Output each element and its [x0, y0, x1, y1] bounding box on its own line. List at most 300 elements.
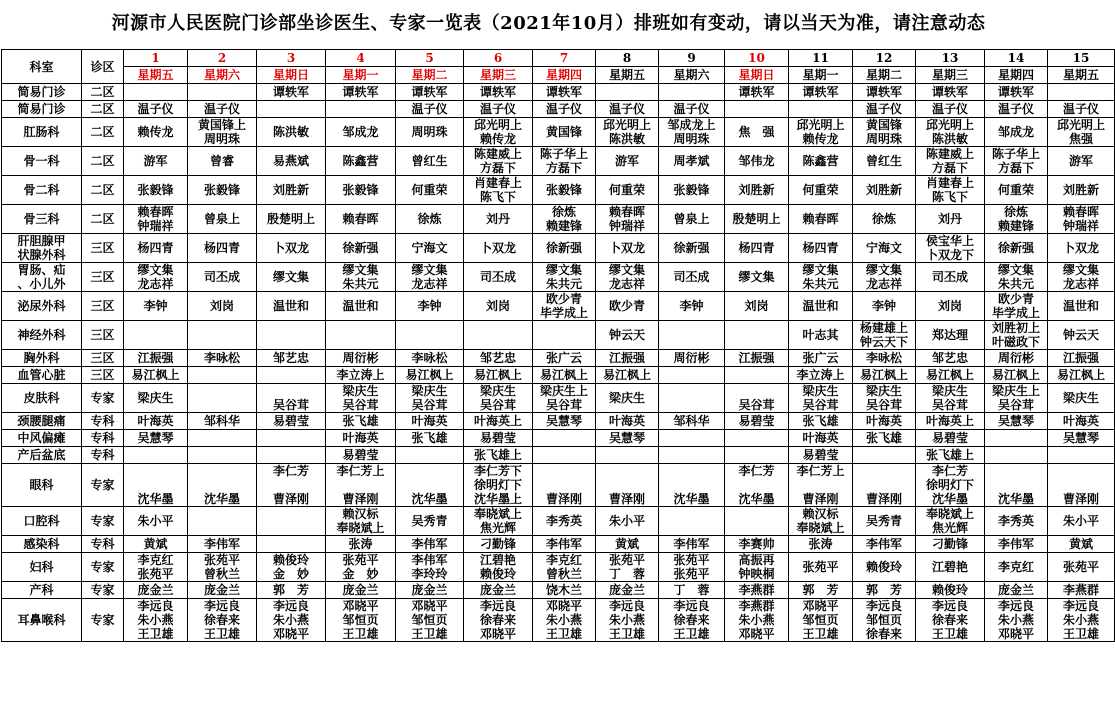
- doctor-cell: 江振强: [596, 350, 659, 367]
- department-cell: 产后盆底: [2, 447, 82, 464]
- zone-cell: 专家: [82, 582, 124, 599]
- doctor-cell: 谭轶军: [326, 84, 396, 101]
- doctor-cell: 张苑平: [1048, 553, 1115, 582]
- doctor-cell: 谭轶军: [725, 84, 789, 101]
- doctor-cell: 梁庆生上 吴谷茸: [985, 384, 1048, 413]
- doctor-cell: [659, 321, 725, 350]
- doctor-cell: 易江枫上: [853, 367, 916, 384]
- doctor-cell: 司丕成: [659, 263, 725, 292]
- doctor-cell: 沈华墨: [188, 464, 257, 507]
- doctor-cell: 张广云: [789, 350, 853, 367]
- doctor-cell: 谭轶军: [396, 84, 464, 101]
- doctor-cell: 邹成龙上 周明珠: [659, 118, 725, 147]
- doctor-cell: 宁海文: [396, 234, 464, 263]
- doctor-cell: 叶海英: [853, 413, 916, 430]
- doctor-cell: 易江枫上: [464, 367, 533, 384]
- doctor-cell: 沈华墨: [985, 464, 1048, 507]
- doctor-cell: 谭轶军: [257, 84, 326, 101]
- day-number: 9: [659, 50, 725, 67]
- doctor-cell: 沈华墨: [396, 464, 464, 507]
- doctor-cell: 张飞雄: [853, 430, 916, 447]
- doctor-cell: 叶海英: [326, 430, 396, 447]
- table-row: [2, 292, 1115, 321]
- doctor-cell: 梁庆生: [596, 384, 659, 413]
- doctor-cell: 邹伟龙: [725, 147, 789, 176]
- doctor-cell: 温子仪: [985, 101, 1048, 118]
- doctor-cell: 李伟军: [659, 536, 725, 553]
- header-zone: 诊区: [82, 50, 124, 84]
- doctor-cell: 李立涛上: [789, 367, 853, 384]
- doctor-cell: 李钟: [124, 292, 188, 321]
- doctor-cell: 张飞雄上: [464, 447, 533, 464]
- doctor-cell: 李伟军: [853, 536, 916, 553]
- doctor-cell: 易江枫上: [596, 367, 659, 384]
- department-cell: 产科: [2, 582, 82, 599]
- doctor-cell: 黄国锋: [533, 118, 596, 147]
- doctor-cell: 侯宝华上 卜双龙下: [916, 234, 985, 263]
- doctor-cell: 李秀英: [985, 507, 1048, 536]
- department-cell: 颈腰腿痛: [2, 413, 82, 430]
- doctor-cell: 曹泽刚: [853, 464, 916, 507]
- doctor-cell: 邓晓平 邹恒页 王卫雄: [396, 599, 464, 642]
- doctor-cell: 张涛: [326, 536, 396, 553]
- doctor-cell: 何重荣: [396, 176, 464, 205]
- doctor-cell: 钟云天: [596, 321, 659, 350]
- doctor-cell: 谭轶军: [789, 84, 853, 101]
- doctor-cell: [396, 321, 464, 350]
- doctor-cell: 曾泉上: [188, 205, 257, 234]
- doctor-cell: 何重荣: [596, 176, 659, 205]
- doctor-cell: 刁勤锋: [464, 536, 533, 553]
- weekday-label: 星期一: [789, 67, 853, 84]
- doctor-cell: 刁勤锋: [916, 536, 985, 553]
- department-cell: 中风偏瘫: [2, 430, 82, 447]
- doctor-cell: [596, 447, 659, 464]
- doctor-cell: [985, 430, 1048, 447]
- doctor-cell: 梁庆生 吴谷茸: [326, 384, 396, 413]
- day-number: 14: [985, 50, 1048, 67]
- doctor-cell: 温子仪: [596, 101, 659, 118]
- weekday-label: 星期五: [1048, 67, 1115, 84]
- doctor-cell: 张毅锋: [124, 176, 188, 205]
- zone-cell: 专家: [82, 507, 124, 536]
- table-header-row: [2, 50, 1115, 67]
- page-title: 河源市人民医院门诊部坐诊医生、专家一览表（2021年10月）排班如有变动，请以当天为准，请注意动态: [111, 13, 986, 34]
- doctor-cell: 张苑平 丁 蓉: [596, 553, 659, 582]
- doctor-cell: 李克红: [985, 553, 1048, 582]
- doctor-cell: 李远良 徐春来 王卫雄: [188, 599, 257, 642]
- doctor-cell: [533, 321, 596, 350]
- doctor-cell: 徐新强: [659, 234, 725, 263]
- day-number: 3: [257, 50, 326, 67]
- zone-cell: 二区: [82, 118, 124, 147]
- doctor-cell: 邹艺忠: [916, 350, 985, 367]
- day-number: 2: [188, 50, 257, 67]
- doctor-cell: 刘岗: [188, 292, 257, 321]
- doctor-cell: 游军: [1048, 147, 1115, 176]
- doctor-cell: 谭轶军: [916, 84, 985, 101]
- doctor-cell: [124, 447, 188, 464]
- doctor-cell: 曾红生: [396, 147, 464, 176]
- zone-cell: 三区: [82, 263, 124, 292]
- table-row: [2, 350, 1115, 367]
- doctor-cell: [725, 430, 789, 447]
- doctor-cell: 庞金兰: [326, 582, 396, 599]
- doctor-cell: 叶海英: [396, 413, 464, 430]
- doctor-cell: 缪文集 龙志祥: [396, 263, 464, 292]
- doctor-cell: 易江枫上: [916, 367, 985, 384]
- doctor-cell: 曹泽刚: [533, 464, 596, 507]
- doctor-cell: 徐新强: [985, 234, 1048, 263]
- doctor-cell: 欧少青 毕学成上: [533, 292, 596, 321]
- doctor-cell: [188, 507, 257, 536]
- doctor-cell: 刘岗: [464, 292, 533, 321]
- doctor-cell: 易碧莹: [326, 447, 396, 464]
- doctor-cell: [257, 101, 326, 118]
- doctor-cell: 高振再 钟映桐: [725, 553, 789, 582]
- doctor-cell: 易碧莹: [789, 447, 853, 464]
- day-number: 8: [596, 50, 659, 67]
- doctor-cell: 谭轶军: [853, 84, 916, 101]
- department-cell: 皮肤科: [2, 384, 82, 413]
- doctor-cell: 李伟军: [188, 536, 257, 553]
- department-cell: 血管心脏: [2, 367, 82, 384]
- doctor-cell: 杨四青: [124, 234, 188, 263]
- doctor-cell: [659, 84, 725, 101]
- zone-cell: 专科: [82, 536, 124, 553]
- doctor-cell: [725, 447, 789, 464]
- doctor-cell: 李钟: [396, 292, 464, 321]
- doctor-cell: 江振强: [124, 350, 188, 367]
- department-cell: 眼科: [2, 464, 82, 507]
- doctor-cell: 曹泽刚: [1048, 464, 1115, 507]
- department-cell: 妇科: [2, 553, 82, 582]
- doctor-cell: 易江枫上: [985, 367, 1048, 384]
- doctor-cell: 易碧莹: [916, 430, 985, 447]
- doctor-cell: 殷楚明上: [257, 205, 326, 234]
- doctor-cell: 李远良 朱小燕 王卫雄: [596, 599, 659, 642]
- doctor-cell: 温子仪: [396, 101, 464, 118]
- department-cell: 泌尿外科: [2, 292, 82, 321]
- doctor-cell: 卜双龙: [596, 234, 659, 263]
- doctor-cell: [257, 447, 326, 464]
- department-cell: 胃肠、疝 、小儿外: [2, 263, 82, 292]
- doctor-cell: [659, 447, 725, 464]
- department-cell: 简易门诊: [2, 101, 82, 118]
- doctor-cell: 吴谷茸: [257, 384, 326, 413]
- doctor-cell: 陈洪敏: [257, 118, 326, 147]
- doctor-cell: 李秀英: [533, 507, 596, 536]
- doctor-cell: 张广云: [533, 350, 596, 367]
- doctor-cell: [533, 447, 596, 464]
- doctor-cell: 陈建威上 方磊下: [464, 147, 533, 176]
- doctor-cell: 李伟军: [396, 536, 464, 553]
- table-row: [2, 599, 1115, 642]
- doctor-cell: 曾睿: [188, 147, 257, 176]
- doctor-cell: 朱小平: [124, 507, 188, 536]
- doctor-cell: 易燕斌: [257, 147, 326, 176]
- doctor-cell: 赖春晖 钟瑞祥: [124, 205, 188, 234]
- doctor-cell: 徐炼: [853, 205, 916, 234]
- doctor-cell: 梁庆生 吴谷茸: [789, 384, 853, 413]
- doctor-cell: 李仁芳 徐明灯下 沈华墨: [916, 464, 985, 507]
- doctor-cell: 李仁芳上 曹泽刚: [326, 464, 396, 507]
- zone-cell: 专家: [82, 599, 124, 642]
- doctor-cell: 张涛: [789, 536, 853, 553]
- doctor-cell: 温子仪: [464, 101, 533, 118]
- doctor-cell: 缪文集 龙志祥: [596, 263, 659, 292]
- doctor-cell: 杨建雄上 钟云天下: [853, 321, 916, 350]
- doctor-cell: 邱光明上 陈洪敏: [916, 118, 985, 147]
- doctor-cell: [725, 367, 789, 384]
- doctor-cell: 江碧艳: [916, 553, 985, 582]
- doctor-cell: 李钟: [853, 292, 916, 321]
- doctor-cell: [188, 430, 257, 447]
- doctor-cell: 李克红 曾秋兰: [533, 553, 596, 582]
- doctor-cell: 张飞雄上: [916, 447, 985, 464]
- doctor-cell: 李钟: [659, 292, 725, 321]
- doctor-cell: 周衍彬: [985, 350, 1048, 367]
- doctor-cell: 叶海英: [596, 413, 659, 430]
- doctor-cell: 温世和: [1048, 292, 1115, 321]
- doctor-cell: 张飞雄: [396, 430, 464, 447]
- doctor-cell: 郭 芳: [257, 582, 326, 599]
- doctor-cell: 曾泉上: [659, 205, 725, 234]
- doctor-cell: 李伟军: [533, 536, 596, 553]
- doctor-cell: 李赛帅: [725, 536, 789, 553]
- doctor-cell: 陈子华上 方磊下: [533, 147, 596, 176]
- doctor-cell: [326, 101, 396, 118]
- doctor-cell: [1048, 84, 1115, 101]
- doctor-cell: 张毅锋: [326, 176, 396, 205]
- doctor-cell: [396, 447, 464, 464]
- doctor-cell: 缪文集 朱共元: [985, 263, 1048, 292]
- doctor-cell: 刘胜初上 叶磁政下: [985, 321, 1048, 350]
- doctor-cell: 陈建威上 方磊下: [916, 147, 985, 176]
- weekday-label: 星期二: [396, 67, 464, 84]
- weekday-label: 星期六: [188, 67, 257, 84]
- doctor-cell: [725, 321, 789, 350]
- doctor-cell: 庞金兰: [396, 582, 464, 599]
- doctor-cell: [1048, 447, 1115, 464]
- table-row: [2, 413, 1115, 430]
- zone-cell: 专科: [82, 413, 124, 430]
- doctor-cell: 李仁芳上 曹泽刚: [789, 464, 853, 507]
- zone-cell: 专家: [82, 384, 124, 413]
- doctor-cell: 卜双龙: [1048, 234, 1115, 263]
- department-cell: 口腔科: [2, 507, 82, 536]
- weekday-label: 星期日: [257, 67, 326, 84]
- doctor-cell: 易碧莹: [257, 413, 326, 430]
- doctor-cell: 张飞雄: [326, 413, 396, 430]
- table-row: [2, 205, 1115, 234]
- doctor-cell: 欧少青: [596, 292, 659, 321]
- table-row: [2, 536, 1115, 553]
- doctor-cell: 邓晓平 邹恒页 王卫雄: [789, 599, 853, 642]
- department-cell: 肛肠科: [2, 118, 82, 147]
- doctor-cell: 黄国锋 周明珠: [853, 118, 916, 147]
- doctor-cell: 李远良 徐春来 王卫雄: [916, 599, 985, 642]
- doctor-cell: 吴慧琴: [985, 413, 1048, 430]
- doctor-cell: 赖春晖 钟瑞祥: [1048, 205, 1115, 234]
- department-cell: 神经外科: [2, 321, 82, 350]
- zone-cell: 二区: [82, 147, 124, 176]
- table-row: [2, 118, 1115, 147]
- doctor-cell: 杨四青: [789, 234, 853, 263]
- zone-cell: 三区: [82, 292, 124, 321]
- doctor-cell: 庞金兰: [188, 582, 257, 599]
- doctor-cell: 温子仪: [1048, 101, 1115, 118]
- doctor-cell: 庞金兰: [596, 582, 659, 599]
- doctor-cell: 卜双龙: [464, 234, 533, 263]
- doctor-cell: 李仁芳下 徐明灯下 沈华墨上: [464, 464, 533, 507]
- doctor-cell: 周衍彬: [659, 350, 725, 367]
- doctor-cell: 易江枫上: [1048, 367, 1115, 384]
- doctor-cell: 缪文集 龙志祥: [853, 263, 916, 292]
- doctor-cell: 司丕成: [916, 263, 985, 292]
- doctor-cell: 陈子华上 方磊下: [985, 147, 1048, 176]
- doctor-cell: 陈鑫营: [789, 147, 853, 176]
- doctor-cell: 徐新强: [326, 234, 396, 263]
- doctor-cell: 李咏松: [188, 350, 257, 367]
- doctor-cell: 赖汉标 奉晓斌上: [326, 507, 396, 536]
- doctor-cell: 卜双龙: [257, 234, 326, 263]
- day-number: 10: [725, 50, 789, 67]
- weekday-label: 星期三: [464, 67, 533, 84]
- doctor-cell: 温子仪: [533, 101, 596, 118]
- doctor-cell: [188, 84, 257, 101]
- doctor-cell: 吴慧琴: [533, 413, 596, 430]
- doctor-cell: 易江枫上: [124, 367, 188, 384]
- doctor-cell: [659, 507, 725, 536]
- department-cell: 肝胆腺甲 状腺外科: [2, 234, 82, 263]
- doctor-cell: 刘胜新: [1048, 176, 1115, 205]
- doctor-cell: 吴秀青: [396, 507, 464, 536]
- table-row: [2, 84, 1115, 101]
- department-cell: 骨三科: [2, 205, 82, 234]
- doctor-cell: 李燕群: [725, 582, 789, 599]
- doctor-cell: [124, 84, 188, 101]
- table-row: [2, 507, 1115, 536]
- zone-cell: 二区: [82, 101, 124, 118]
- doctor-cell: 宁海文: [853, 234, 916, 263]
- doctor-cell: 温世和: [789, 292, 853, 321]
- doctor-cell: 李燕群: [1048, 582, 1115, 599]
- doctor-cell: 吴慧琴: [1048, 430, 1115, 447]
- doctor-cell: 刘胜新: [853, 176, 916, 205]
- doctor-cell: 邹成龙: [326, 118, 396, 147]
- weekday-label: 星期六: [659, 67, 725, 84]
- doctor-cell: 易碧莹: [464, 430, 533, 447]
- doctor-cell: 徐炼 赖建锋: [985, 205, 1048, 234]
- doctor-cell: [326, 321, 396, 350]
- doctor-cell: 何重荣: [789, 176, 853, 205]
- doctor-cell: 缪文集: [257, 263, 326, 292]
- table-row: [2, 447, 1115, 464]
- table-row: [2, 367, 1115, 384]
- day-number: 11: [789, 50, 853, 67]
- doctor-cell: 张苑平 曾秋兰: [188, 553, 257, 582]
- doctor-cell: 张苑平 金 妙: [326, 553, 396, 582]
- doctor-cell: 庞金兰: [985, 582, 1048, 599]
- doctor-cell: 叶海英: [789, 430, 853, 447]
- doctor-cell: 刘岗: [725, 292, 789, 321]
- zone-cell: 专家: [82, 553, 124, 582]
- doctor-cell: [596, 84, 659, 101]
- doctor-cell: 邱光明上 陈洪敏: [596, 118, 659, 147]
- doctor-cell: 奉晓斌上 焦光辉: [464, 507, 533, 536]
- doctor-cell: 邹艺忠: [464, 350, 533, 367]
- doctor-cell: 奉晓斌上 焦光辉: [916, 507, 985, 536]
- table-row: [2, 234, 1115, 263]
- department-cell: 简易门诊: [2, 84, 82, 101]
- doctor-cell: 李远良 朱小燕 邓晓平: [985, 599, 1048, 642]
- table-row: [2, 263, 1115, 292]
- doctor-cell: 叶海英上: [916, 413, 985, 430]
- weekday-label: 星期日: [725, 67, 789, 84]
- zone-cell: 二区: [82, 84, 124, 101]
- department-cell: 骨一科: [2, 147, 82, 176]
- doctor-cell: [725, 507, 789, 536]
- doctor-cell: 刘岗: [916, 292, 985, 321]
- zone-cell: 三区: [82, 234, 124, 263]
- doctor-cell: 赖俊玲: [916, 582, 985, 599]
- doctor-cell: [725, 101, 789, 118]
- doctor-cell: 李仁芳 沈华墨: [725, 464, 789, 507]
- schedule-table: [1, 49, 1115, 642]
- doctor-cell: 梁庆生: [124, 384, 188, 413]
- doctor-cell: 吴慧琴: [124, 430, 188, 447]
- doctor-cell: 游军: [124, 147, 188, 176]
- doctor-cell: [789, 101, 853, 118]
- doctor-cell: 欧少青 毕学成上: [985, 292, 1048, 321]
- doctor-cell: 张苑平: [789, 553, 853, 582]
- department-cell: 耳鼻喉科: [2, 599, 82, 642]
- doctor-cell: 丁 蓉: [659, 582, 725, 599]
- doctor-cell: 徐炼 赖建锋: [533, 205, 596, 234]
- doctor-cell: 李克红 张苑平: [124, 553, 188, 582]
- doctor-cell: 郑达理: [916, 321, 985, 350]
- zone-cell: 二区: [82, 205, 124, 234]
- weekday-label: 星期五: [596, 67, 659, 84]
- doctor-cell: 赖俊玲 金 妙: [257, 553, 326, 582]
- doctor-cell: [188, 321, 257, 350]
- department-cell: 感染科: [2, 536, 82, 553]
- doctor-cell: 庞金兰: [124, 582, 188, 599]
- doctor-cell: [257, 536, 326, 553]
- table-row: [2, 147, 1115, 176]
- doctor-cell: [124, 321, 188, 350]
- doctor-cell: [188, 367, 257, 384]
- doctor-cell: 江振强: [1048, 350, 1115, 367]
- table-row: [2, 464, 1115, 507]
- doctor-cell: 温子仪: [916, 101, 985, 118]
- zone-cell: 二区: [82, 176, 124, 205]
- doctor-cell: 黄国锋上 周明珠: [188, 118, 257, 147]
- doctor-cell: 缪文集 朱共元: [326, 263, 396, 292]
- doctor-cell: 赖春晖: [326, 205, 396, 234]
- doctor-cell: 陈鑫营: [326, 147, 396, 176]
- doctor-cell: 张飞雄: [789, 413, 853, 430]
- doctor-cell: 易江枫上: [396, 367, 464, 384]
- doctor-cell: 徐新强: [533, 234, 596, 263]
- doctor-cell: 谭轶军: [985, 84, 1048, 101]
- table-row: [2, 384, 1115, 413]
- weekday-label: 星期一: [326, 67, 396, 84]
- doctor-cell: 徐炼: [396, 205, 464, 234]
- doctor-cell: 吴秀青: [853, 507, 916, 536]
- doctor-cell: [257, 430, 326, 447]
